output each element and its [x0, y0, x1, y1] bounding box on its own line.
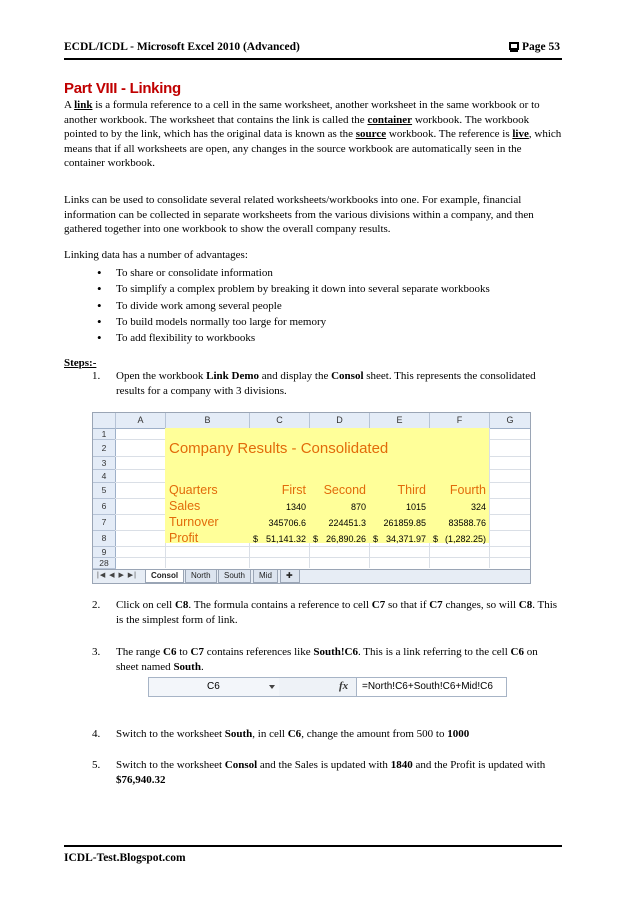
list-item: • To simplify a complex problem by breaking it down into several separate workbooks [64, 281, 490, 297]
cell-turnover[interactable]: 224451.3 [328, 518, 366, 528]
cell-quarter-header[interactable]: First [281, 483, 306, 497]
tab-north[interactable]: North [185, 570, 217, 583]
cell-sales[interactable]: 1340 [285, 502, 306, 512]
intro-paragraph-3: Linking data has a number of advantages: [64, 249, 248, 261]
cell-turnover[interactable]: 345706.6 [268, 518, 306, 528]
cell-turnover[interactable]: 261859.85 [383, 518, 426, 528]
name-box[interactable]: C6 [149, 678, 280, 696]
row-header: 3 [93, 457, 116, 470]
cell-quarters[interactable]: Quarters [169, 483, 218, 497]
currency-symbol: $ [313, 534, 319, 544]
formula-input[interactable]: =North!C6+South!C6+Mid!C6 [362, 681, 493, 692]
header-page [509, 41, 560, 53]
cell-sales[interactable]: 1015 [405, 502, 426, 512]
page-number: Page 53 [521, 41, 560, 53]
currency-symbol: $ [433, 534, 439, 544]
row-header: 4 [93, 470, 116, 483]
column-header: G [490, 413, 531, 429]
step-1: 1. Open the workbook Link Demo and display the Consol sheet. This represents the consolidated results for a company with 3 divisions. [92, 370, 536, 398]
cell-profit[interactable]: 34,371.97 [385, 534, 426, 544]
section-title: Part VIII - Linking [64, 80, 181, 97]
formula-bar [148, 677, 507, 697]
page-footer: ICDL-Test.Blogspot.com [64, 845, 562, 864]
page-header [64, 38, 562, 60]
cell-quarter-header[interactable]: Third [397, 483, 426, 497]
tab-mid[interactable]: Mid [253, 570, 278, 583]
term-link: link [74, 99, 93, 111]
column-header: B [166, 413, 250, 429]
cell-profit-label[interactable]: Profit [169, 531, 199, 545]
column-header: D [310, 413, 370, 429]
column-header: E [370, 413, 430, 429]
cell-sales-label[interactable]: Sales [169, 499, 201, 513]
sheet-tab-bar [93, 569, 530, 583]
tab-consol[interactable]: Consol [145, 570, 184, 583]
list-item: • To share or consolidate information [64, 265, 490, 281]
currency-symbol: $ [253, 534, 259, 544]
sheet-nav-buttons[interactable]: |◀ ◀ ▶ ▶| [97, 572, 138, 579]
intro-paragraph-1: A link is a formula reference to a cell in the same worksheet, another worksheet in the same workbook or to another workbook. The worksheet that contains the link is called the container workbook. The workbook pointed to by the link, which has the original data is known as the source workbook. The reference is live, which means that if all worksheets are open, any changes in the source workbook are automatically seen in the container workbook. [64, 99, 562, 170]
cell-sales[interactable]: 324 [470, 502, 486, 512]
cell-sales[interactable]: 870 [350, 502, 366, 512]
computer-icon [509, 42, 519, 50]
steps-heading: Steps:- [64, 357, 97, 369]
step-4: 4. Switch to the worksheet South, in cell C6, change the amount from 500 to 1000 [92, 728, 470, 740]
cell-profit[interactable]: (1,282.25) [444, 534, 486, 544]
row-header: 2 [93, 440, 116, 457]
column-header: A [116, 413, 166, 429]
step-5: 5. Switch to the worksheet Consol and the Sales is updated with 1840 and the Profit is updated with $76,940.32 [92, 759, 546, 787]
cell-profit[interactable]: 26,890.26 [325, 534, 366, 544]
tab-south[interactable]: South [218, 570, 251, 583]
row-header: 5 [93, 483, 116, 499]
list-item: • To divide work among several people [64, 298, 490, 314]
intro-paragraph-2: Links can be used to consolidate several related worksheets/workbooks into one. For example, financial information can be collected in separate worksheets from the various divisions within a company, and then gathered together into one workbook to show the overall company results. [64, 194, 534, 236]
insert-sheet-icon[interactable]: ✚ [280, 570, 300, 583]
function-icon[interactable]: fx [339, 680, 349, 692]
row-header: 8 [93, 531, 116, 547]
sheet-title-cell[interactable]: Company Results - Consolidated [169, 440, 389, 457]
column-header: F [430, 413, 490, 429]
column-header: C [250, 413, 310, 429]
currency-symbol: $ [373, 534, 379, 544]
cell-quarter-header[interactable]: Fourth [449, 483, 486, 497]
chevron-down-icon[interactable] [269, 685, 275, 689]
select-all-corner [93, 413, 116, 429]
cell-quarter-header[interactable]: Second [323, 483, 366, 497]
row-header: 7 [93, 515, 116, 531]
row-header: 6 [93, 499, 116, 515]
step-2: 2. Click on cell C8. The formula contains a reference to cell C7 so that if C7 changes, so will C8. This is the simplest form of link. [92, 599, 558, 627]
term-live: live [512, 128, 529, 141]
cell-turnover-label[interactable]: Turnover [169, 515, 219, 529]
term-source: source [355, 128, 387, 141]
cell-profit[interactable]: 51,141.32 [265, 534, 306, 544]
row-header: 9 [93, 547, 116, 558]
list-item: • To build models normally too large for memory [64, 314, 490, 330]
header-title: ECDL/ICDL - Microsoft Excel 2010 (Advanced) [64, 41, 300, 53]
cell-turnover[interactable]: 83588.76 [448, 518, 486, 528]
row-header: 1 [93, 429, 116, 440]
row-header: 28 [93, 558, 116, 569]
spreadsheet-screenshot [92, 412, 531, 584]
list-item: • To add flexibility to workbooks [64, 330, 490, 346]
step-3: 3. The range C6 to C7 contains references like South!C6. This is a link referring to the cell C6 on sheet named South. [92, 646, 538, 674]
advantages-list [64, 265, 490, 346]
term-container: container [367, 113, 413, 126]
